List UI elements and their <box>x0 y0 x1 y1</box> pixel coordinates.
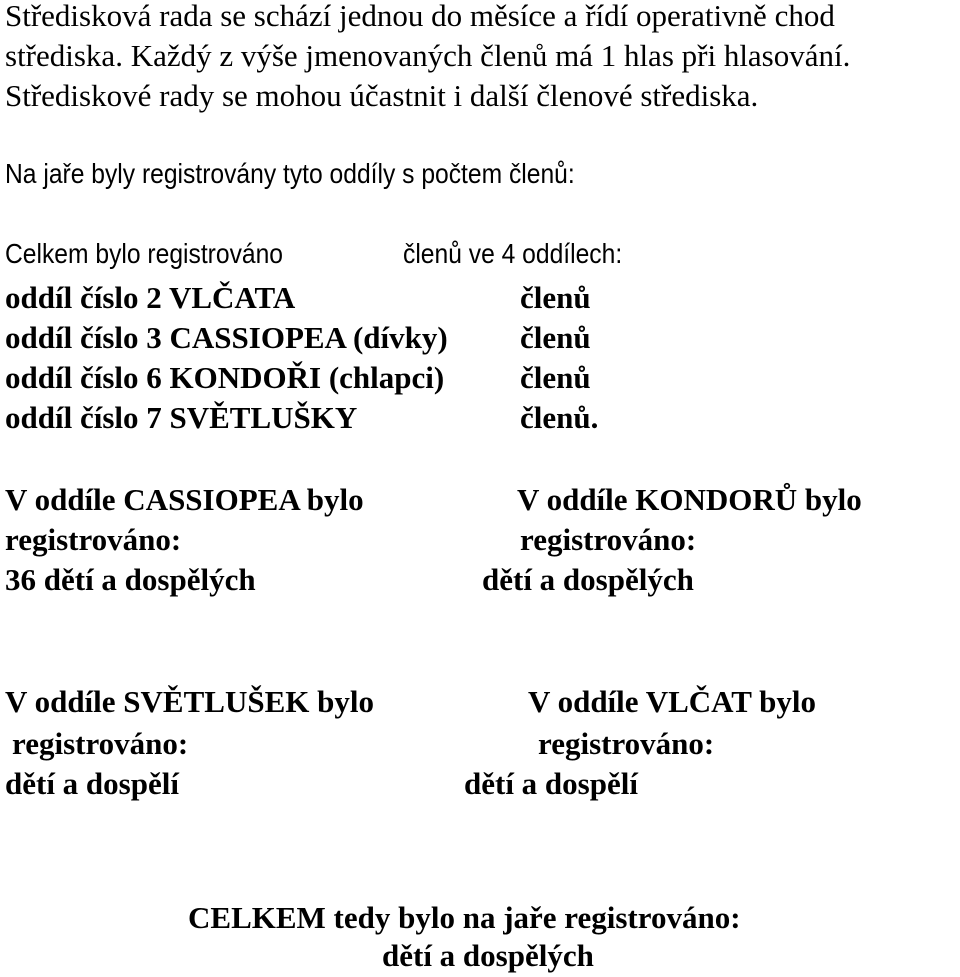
unit-name: oddíl číslo 2 VLČATA <box>5 280 296 315</box>
total-registered-left: Celkem bylo registrováno <box>5 238 284 269</box>
block-title: V oddíle CASSIOPEA bylo <box>5 482 364 517</box>
block-title: V oddíle VLČAT bylo <box>528 684 816 719</box>
block-count: dětí a dospělí <box>5 766 179 801</box>
registration-heading: Na jaře byly registrovány tyto oddíly s počtem členů: <box>5 158 575 189</box>
intro-line: Střediskové rady se mohou účastnit i další členové střediska. <box>5 78 759 113</box>
grand-total-line: dětí a dospělých <box>382 938 594 973</box>
unit-name: oddíl číslo 3 CASSIOPEA (dívky) <box>5 320 448 355</box>
block-count: dětí a dospělých <box>482 562 694 597</box>
block-title: V oddíle SVĚTLUŠEK bylo <box>5 684 374 719</box>
block-subtitle: registrováno: <box>5 522 182 557</box>
intro-line: střediska. Každý z výše jmenovaných členů má 1 hlas při hlasování. <box>5 38 851 73</box>
unit-count-label: členů. <box>520 400 599 435</box>
block-count: 36 dětí a dospělých <box>5 562 256 597</box>
unit-name: oddíl číslo 6 KONDOŘI (chlapci) <box>5 360 445 395</box>
unit-name: oddíl číslo 7 SVĚTLUŠKY <box>5 400 358 435</box>
grand-total-line: CELKEM tedy bylo na jaře registrováno: <box>188 900 741 935</box>
block-subtitle: registrováno: <box>538 726 715 761</box>
block-subtitle: registrováno: <box>520 522 697 557</box>
block-subtitle: registrováno: <box>12 726 189 761</box>
intro-line: Středisková rada se schází jednou do měsíce a řídí operativně chod <box>5 0 835 33</box>
unit-count-label: členů <box>520 360 591 395</box>
block-title: V oddíle KONDORŮ bylo <box>517 482 862 517</box>
unit-count-label: členů <box>520 280 591 315</box>
block-count: dětí a dospělí <box>464 766 638 801</box>
total-registered-right: členů ve 4 oddílech: <box>403 238 623 269</box>
unit-count-label: členů <box>520 320 591 355</box>
